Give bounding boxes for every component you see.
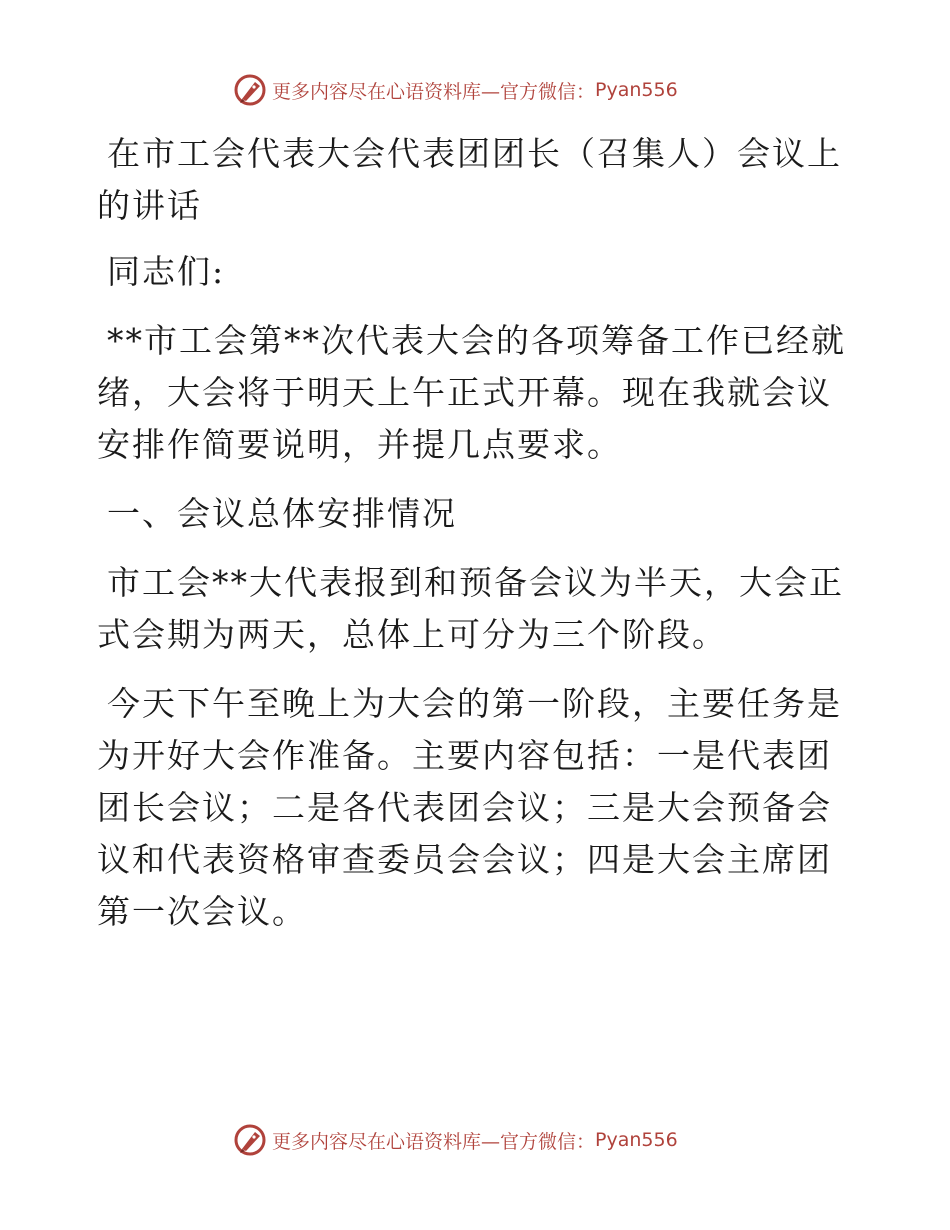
watermark-text: 更多内容尽在心语资料库—官方微信： xyxy=(272,1130,596,1153)
paragraph-salutation: 同志们: xyxy=(107,252,226,291)
document-body xyxy=(97,128,857,955)
pen-nib-logo-icon xyxy=(233,1123,267,1157)
paragraph-intro: **市工会第**次代表大会的各项筹备工作已经就绪，大会将于明天上午正式开幕。现在我就会议安排作简要说明，并提几点要求。 xyxy=(97,321,846,464)
section-heading-1: 一、会议总体安排情况 xyxy=(107,494,457,533)
watermark-wechat-id: Pyan556 xyxy=(595,79,678,101)
paragraph-stage-one: 今天下午至晚上为大会的第一阶段，主要任务是为开好大会作准备。主要内容包括：一是代表团团长会议；二是各代表团会议；三是大会预备会议和代表资格审查委员会会议；四是大会主席团第一次会议。 xyxy=(97,684,842,931)
pen-nib-logo-icon xyxy=(233,73,267,107)
watermark-wechat-id: Pyan556 xyxy=(595,1129,678,1151)
document-title: 在市工会代表大会代表团团长（召集人）会议上的讲话 xyxy=(97,134,842,225)
paragraph-schedule: 市工会**大代表报到和预备会议为半天，大会正式会期为两天，总体上可分为三个阶段。 xyxy=(97,563,844,654)
footer-watermark xyxy=(233,1122,678,1158)
watermark-text: 更多内容尽在心语资料库—官方微信： xyxy=(272,80,596,103)
header-watermark xyxy=(233,72,678,108)
